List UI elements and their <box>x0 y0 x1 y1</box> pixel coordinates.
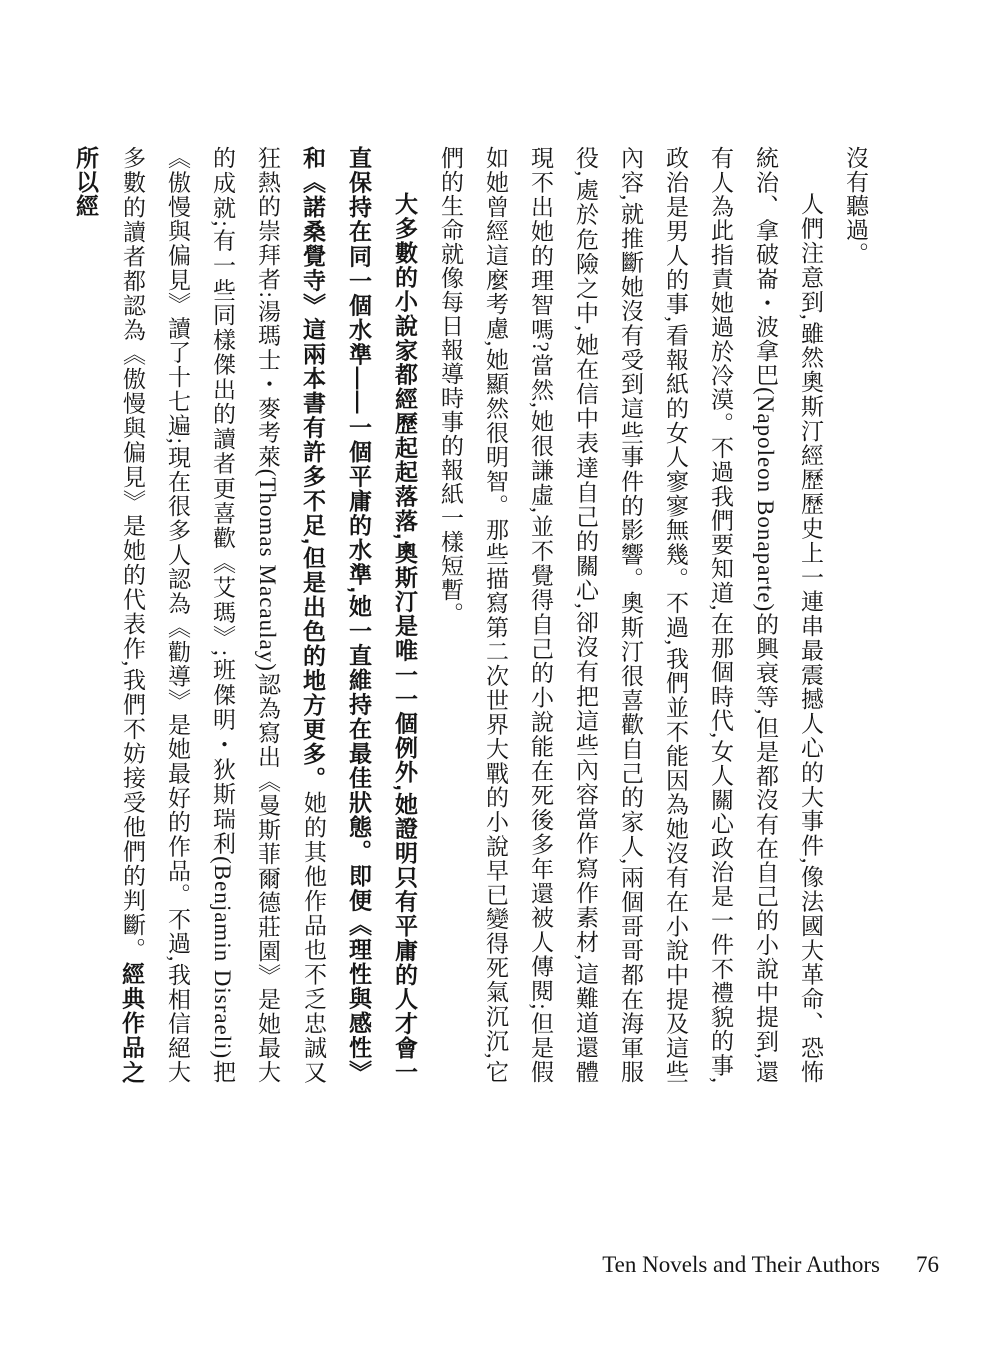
page-footer <box>602 1252 939 1278</box>
running-head: Ten Novels and Their Authors <box>602 1252 880 1277</box>
paragraph <box>63 146 428 1084</box>
bold-text-run: 大多數的小說家都經歷起起落落,奧斯汀是唯一一個例外,她證明只有平庸的人才會一直保持在同一個水準——一個平庸的水準,她一直維持在最佳狀態。即便《理性與感性》和《諾桑覺寺》這兩本書有許多不足,但是出色的地方更多。 <box>300 146 418 1084</box>
vertical-text-block <box>63 146 878 1084</box>
paragraph <box>833 146 878 1084</box>
bold-text-run: 經典作品之所以經 <box>73 146 145 1085</box>
paragraph <box>428 146 833 1084</box>
text-run: 人們注意到,雖然奧斯汀經歷歷史上一連串最震撼人心的大事件,像法國大革命、恐怖統治、拿破崙・波拿巴(Napoleon Bonaparte)的興衰等,但是都沒有在自己的小說中提到,還有人為此指責她過於冷漠。不過我們要知道,在那個時代,女人關心政治是一件不禮貌的事,政治是男人的事,看報紙的女人寥寥無幾。不過,我們並不能因為她沒有在小說中提及這些內容,就推斷她沒有受到這些事件的影響。奧斯汀很喜歡自己的家人,兩個哥哥都在海軍服役,處於危險之中,她在信中表達自己的關心,卻沒有把這些內容當作寫作素材,這難道還體現不出她的理智嗎?當然,她很謙虛,並不覺得自己的小說能在死後多年還被人傳閱;但是假如她曾經這麼考慮,她顯然很明智。那些描寫第二次世界大戰的小說早已變得死氣沉沉,它們的生命就像每日報導時事的報紙一樣短暫。 <box>438 146 823 1084</box>
text-run: 沒有聽過。 <box>843 146 868 266</box>
page-number: 76 <box>916 1252 939 1277</box>
text-run: 她的其他作品也不乏忠誠又狂熱的崇拜者:湯瑪士・麥考萊(Thomas Macaulay)認為寫出《曼斯菲爾德莊園》是她最大的成就;有一些同樣傑出的讀者更喜歡《艾瑪》;班傑明・狄斯瑞利(Benjamin Disraeli)把《傲慢與偏見》讀了十七遍;現在很多人認為《勸導》是她最好的作品。不過,我相信絕大多數的讀者都認為《傲慢與偏見》是她的代表作,我們不妨接受他們的判斷。 <box>120 146 326 1085</box>
